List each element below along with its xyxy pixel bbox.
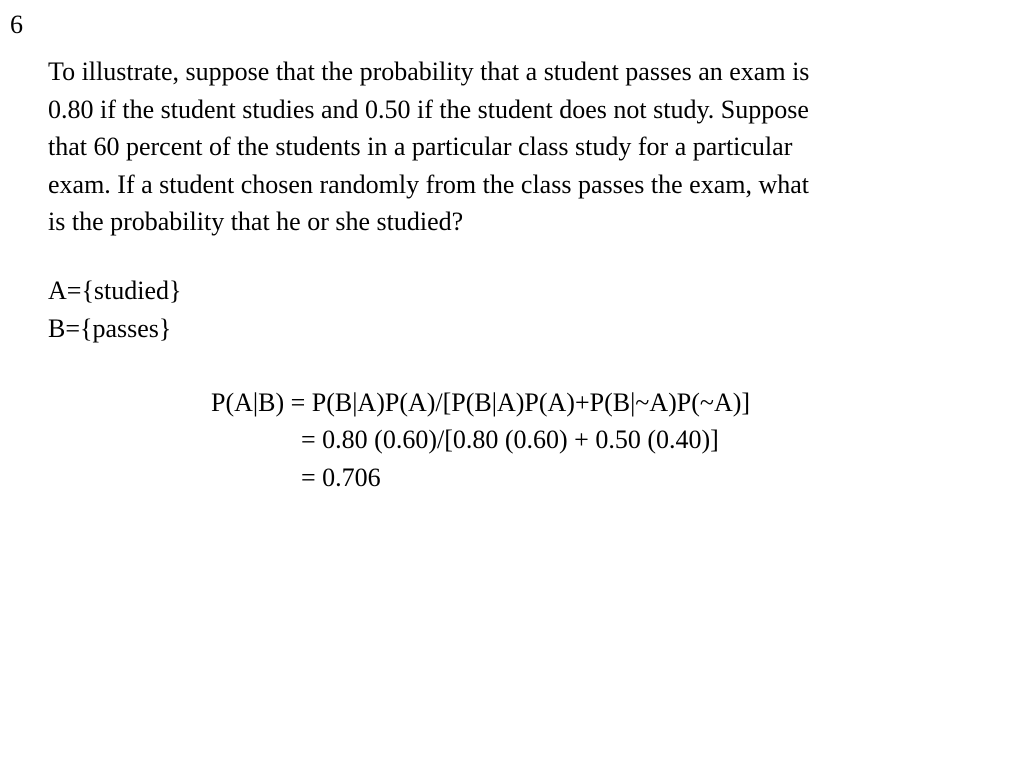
bayes-formula: P(A|B) = P(B|A)P(A)/[P(B|A)P(A)+P(B|~A)P(~A)] [211, 388, 751, 417]
problem-line: 0.80 if the student studies and 0.50 if the student does not study. Suppose [48, 94, 809, 124]
definition-a: A={studied} [48, 276, 182, 305]
problem-statement [48, 53, 978, 241]
problem-line: is the probability that he or she studied? [48, 207, 464, 236]
problem-line: To illustrate, suppose that the probability that a student passes an exam is [48, 57, 810, 86]
bayes-substitution: = 0.80 (0.60)/[0.80 (0.60) + 0.50 (0.40)] [301, 425, 719, 454]
problem-line: exam. If a student chosen randomly from the class passes the exam, what [48, 169, 809, 199]
definition-b: B={passes} [48, 314, 172, 343]
slide-number: 6 [10, 10, 23, 39]
bayes-result: = 0.706 [301, 463, 381, 492]
problem-line: that 60 percent of the students in a particular class study for a particular [48, 132, 793, 161]
